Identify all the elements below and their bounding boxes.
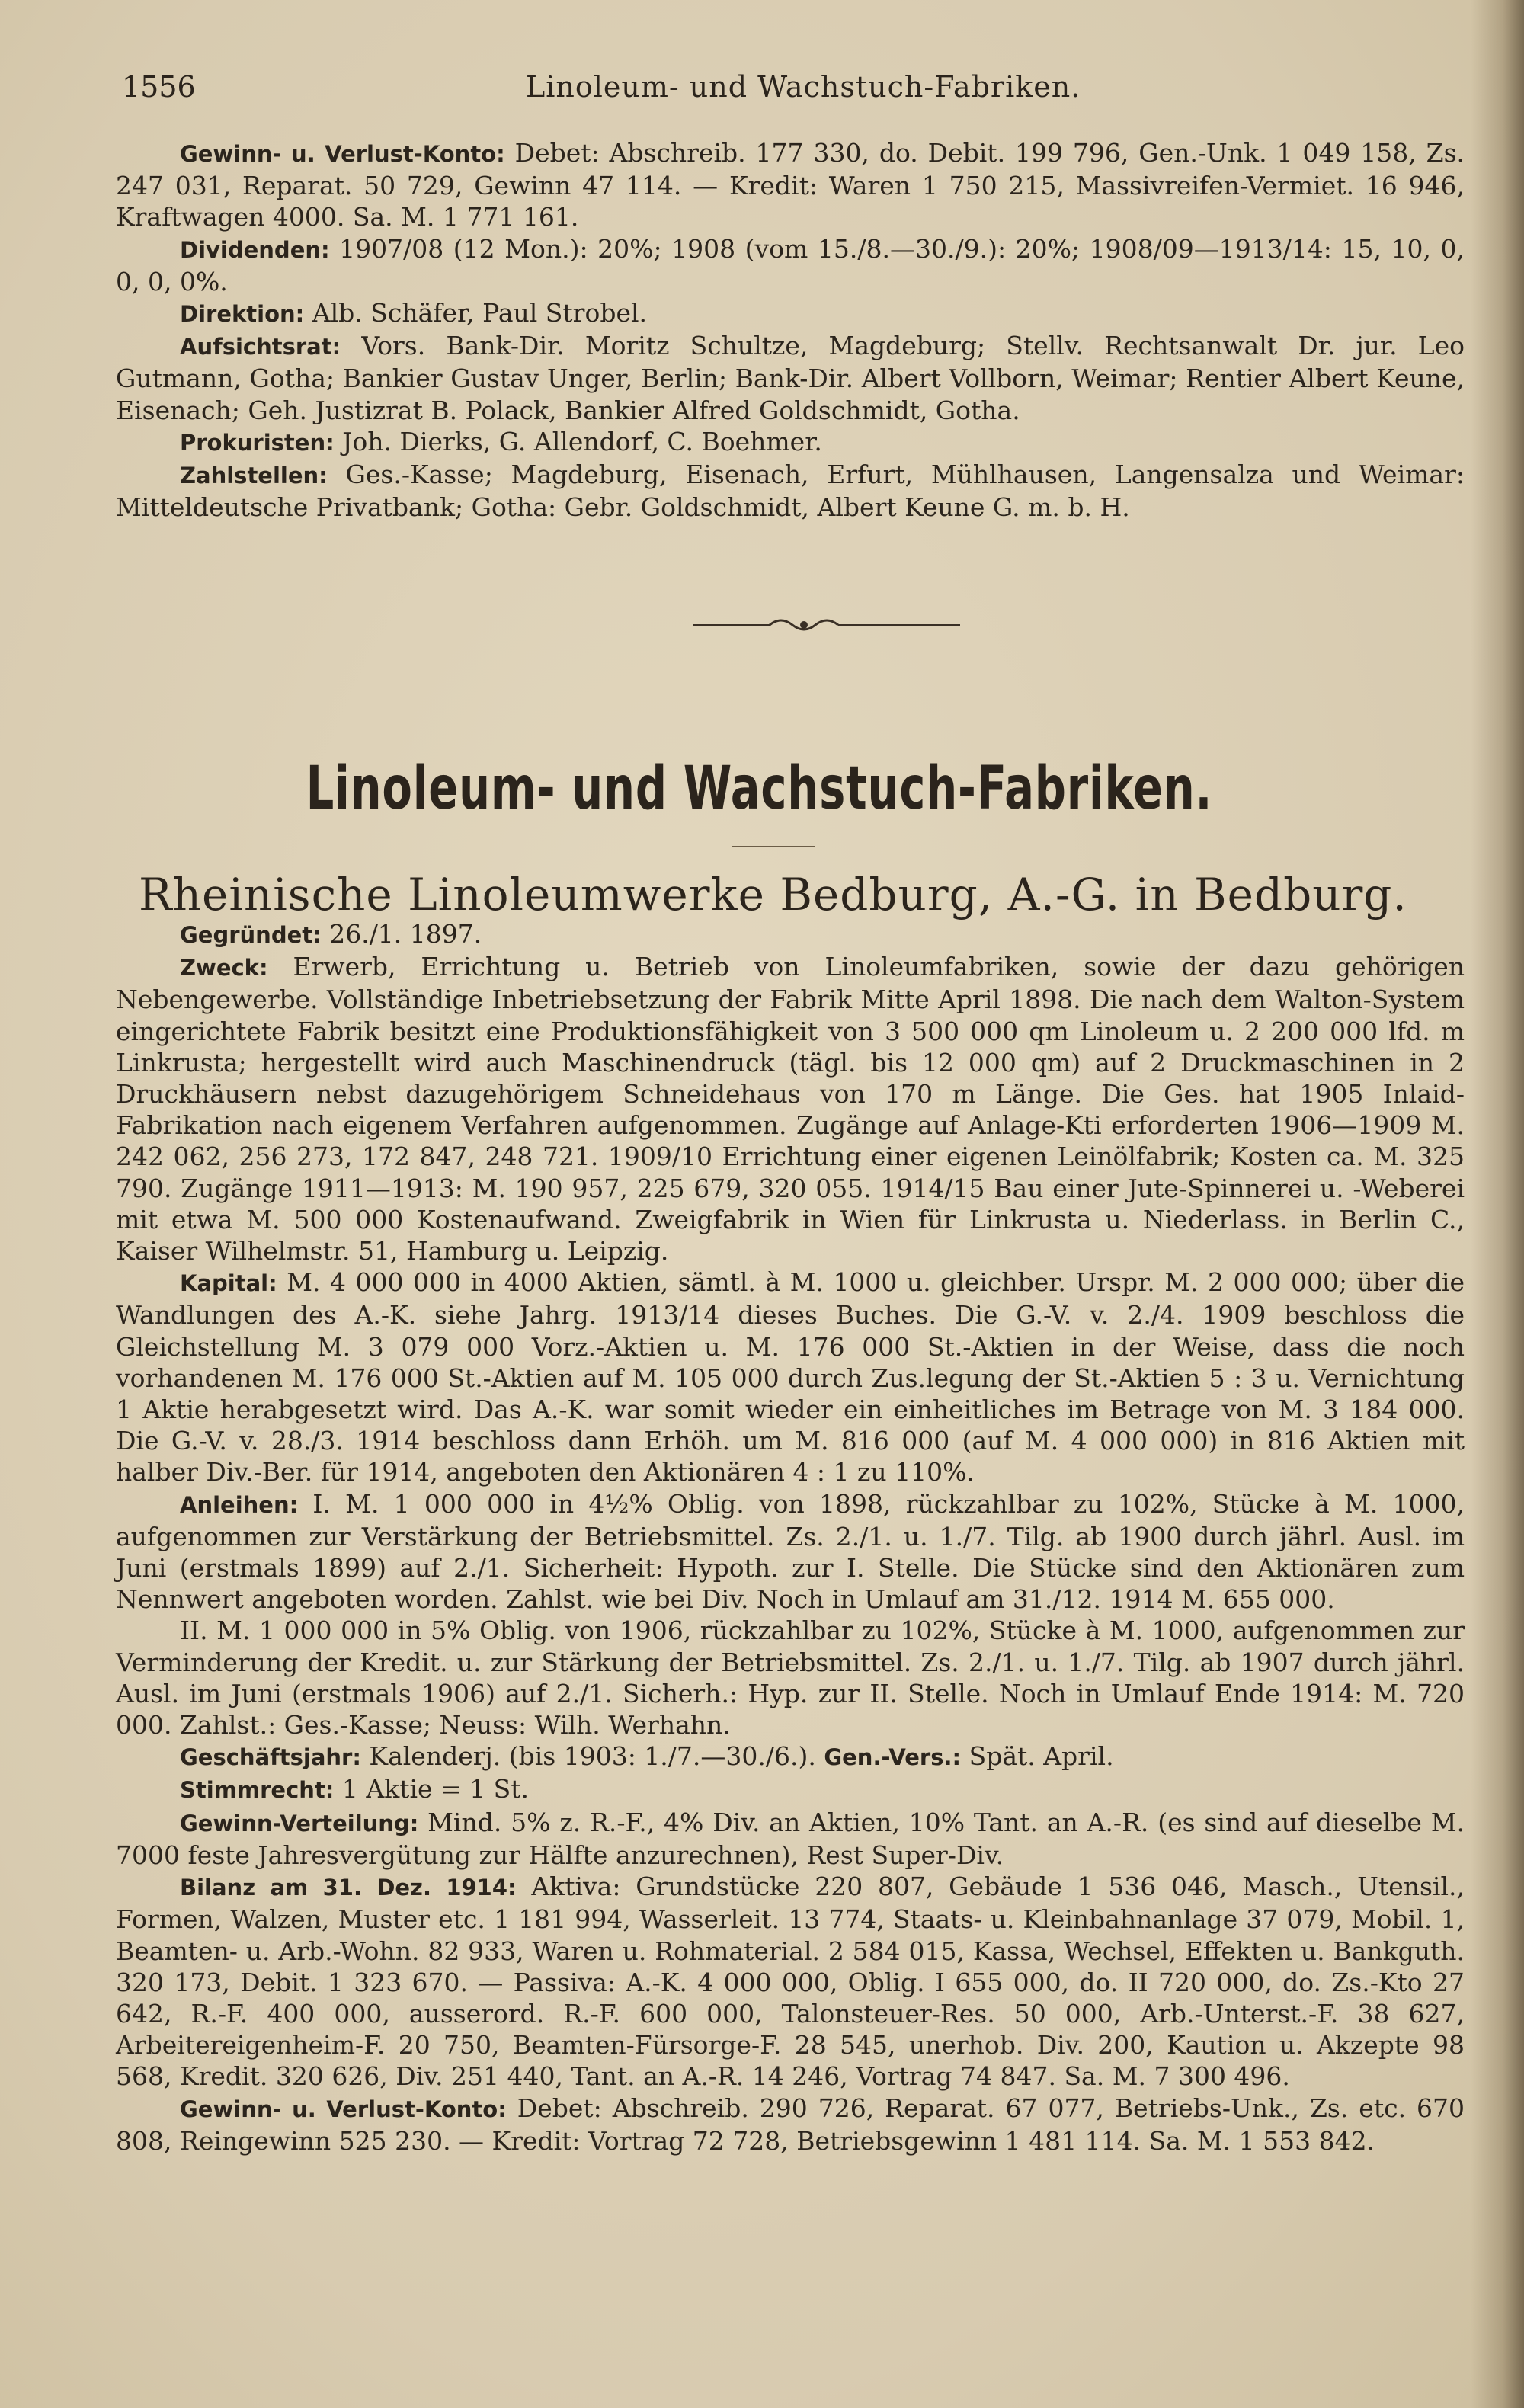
company-entry xyxy=(116,918,1465,2157)
entry-text: Debet: Abschreib. 177 330, do. Debit. 199 796, Gen.-Unk. 1 049 158, Zs. 247 031, Reparat. 50 729, Gewinn 47 114. — Kredit: Waren 1 750 215, Massivreifen-Vermiet. 16 946, Kraftwagen 4000. Sa. M. 1 771 161. xyxy=(116,138,1465,232)
entry-text: 1907/08 (12 Mon.): 20%; 1908 (vom 15./8.—30./9.): 20%; 1908/09—1913/14: 15, 10, 0, 0, 0, 0%. xyxy=(116,233,1465,296)
section-title: Linoleum- und Wachstuch-Fabriken. xyxy=(306,754,1213,823)
entry-gv-konto xyxy=(116,2093,1465,2157)
entry-label: Kapital: xyxy=(180,1270,277,1297)
entry-label: Zweck: xyxy=(180,955,268,981)
section-ornament-divider xyxy=(640,610,1006,640)
entry-label: Bilanz am 31. Dez. 1914: xyxy=(180,1875,517,1901)
entry-label: Geschäftsjahr: xyxy=(180,1744,361,1771)
entry-label: Gen.-Vers.: xyxy=(824,1744,962,1771)
prev-direktion xyxy=(116,297,1465,330)
page-number: 1556 xyxy=(122,70,196,104)
prev-prokuristen xyxy=(116,426,1465,459)
prev-gv-konto xyxy=(116,137,1465,233)
entry-text: M. 4 000 000 in 4000 Aktien, sämtl. à M. 1000 u. gleichber. Urspr. M. 2 000 000; über die Wandlungen des A.-K. siehe Jahrg. 1913/14 dieses Buches. Die G.-V. v. 2./4. 1909 beschloss die Gleichstellung M. 3 079 000 Vorz.-Aktien u. M. 176 000 St.-Aktien in der Weise, dass die noch vorhandenen M. 176 000 St.-Aktien auf M. 105 000 durch Zus.legung der St.-Aktien 5 : 3 u. Vernichtung 1 Aktie herabgesetzt wird. Das A.-K. war somit wieder ein einheitliches im Betrage von M. 3 184 000. Die G.-V. v. 28./3. 1914 beschloss dann Erhöh. um M. 816 000 (auf M. 4 000 000) in 816 Aktien mit halber Div.-Ber. für 1914, angeboten den Aktionären 4 : 1 zu 110%. xyxy=(116,1267,1465,1487)
entry-label: Anleihen: xyxy=(180,1491,299,1518)
entry-zweck xyxy=(116,951,1465,1266)
entry-label: Dividenden: xyxy=(180,236,330,263)
entry-text: Aktiva: Grundstücke 220 807, Gebäude 1 536 046, Masch., Utensil., Formen, Walzen, Muster etc. 1 181 994, Wasserleit. 13 774, Staats- u. Kleinbahnanlage 37 079, Mobil. 1, Beamten- u. Arb.-Wohn. 82 933, Waren u. Rohmaterial. 2 584 015, Kassa, Wechsel, Effekten u. Bankguth. 320 173, Debit. 1 323 670. — Passiva: A.-K. 4 000 000, Oblig. I 655 000, do. II 720 000, do. Zs.-Kto 27 642, R.-F. 400 000, ausserord. R.-F. 600 000, Talonsteuer-Res. 50 000, Arb.-Unterst.-F. 38 627, Arbeitereigenheim-F. 20 750, Beamten-Fürsorge-F. 28 545, unerhob. Div. 200, Kaution u. Akzepte 98 568, Kredit. 320 626, Div. 251 440, Tant. an A.-R. 14 246, Vortrag 74 847. Sa. M. 7 300 496. xyxy=(116,1872,1465,2092)
entry-text: I. M. 1 000 000 in 4½% Oblig. von 1898, rückzahlbar zu 102%, Stücke à M. 1000, aufgenommen zur Verstärkung der Betriebsmittel. Zs. 2./1. u. 1./7. Tilg. ab 1900 durch jährl. Ausl. im Juni (erstmals 1899) auf 2./1. Sicherheit: Hypoth. zur I. Stelle. Die Stücke sind den Aktionären zum Nennwert angeboten worden. Zahlst. wie bei Div. Noch in Umlauf am 31./12. 1914 M. 655 000. xyxy=(116,1488,1465,1615)
entry-label: Gewinn-Verteilung: xyxy=(180,1810,419,1836)
title-rule xyxy=(732,846,815,847)
entry-text: 26./1. 1897. xyxy=(321,919,482,949)
previous-company-tail xyxy=(116,137,1465,523)
entry-label: Gewinn- u. Verlust-Konto: xyxy=(180,2096,507,2122)
entry-label: Gewinn- u. Verlust-Konto: xyxy=(180,141,505,167)
running-title: Linoleum- und Wachstuch-Fabriken. xyxy=(526,70,1081,104)
entry-text: II. M. 1 000 000 in 5% Oblig. von 1906, rückzahlbar zu 102%, Stücke à M. 1000, aufgenommen zur Verminderung der Kredit. u. zur Stärkung der Betriebsmittel. Zs. 2./1. u. 1./7. Tilg. ab 1907 durch jährl. Ausl. im Juni (erstmals 1906) auf 2./1. Sicherh.: Hyp. zur II. Stelle. Noch in Umlauf Ende 1914: M. 720 000. Zahlst.: Ges.-Kasse; Neuss: Wilh. Werhahn. xyxy=(116,1615,1465,1740)
entry-label: Aufsichtsrat: xyxy=(180,334,341,360)
entry-text: Mind. 5% z. R.-F., 4% Div. an Aktien, 10% Tant. an A.-R. (es sind auf dieselbe M. 7000 feste Jahresvergütung zur Hälfte anzurechnen), Rest Super-Div. xyxy=(116,1807,1465,1870)
entry-anleihen-2 xyxy=(116,1615,1465,1740)
entry-label: Zahlstellen: xyxy=(180,463,328,489)
entry-text: 1 Aktie = 1 St. xyxy=(334,1774,530,1804)
entry-text: Erwerb, Errichtung u. Betrieb von Linoleumfabriken, sowie der dazu gehörigen Nebengewerbe. Vollständige Inbetriebsetzung der Fabrik Mitte April 1898. Die nach dem Walton-System eingerichtete Fabrik besitzt eine Produktionsfähigkeit von 3 500 000 qm Linoleum u. 2 200 000 lfd. m Linkrusta; hergestellt wird auch Maschinendruck (tägl. bis 12 000 qm) auf 2 Druckmaschinen in 2 Druckhäusern nebst dazugehörigem Schneidehaus von 170 m Länge. Die Ges. hat 1905 Inlaid-Fabrikation nach eigenem Verfahren aufgenommen. Zugänge auf Anlage-Kti erforderten 1906—1909 M. 242 062, 256 273, 172 847, 248 721. 1909/10 Errichtung einer eigenen Leinölfabrik; Kosten ca. M. 325 790. Zugänge 1911—1913: M. 190 957, 225 679, 320 055. 1914/15 Bau einer Jute-Spinnerei u. -Weberei mit etwa M. 500 000 Kostenaufwand. Zweigfabrik in Wien für Linkrusta u. Niederlass. in Berlin C., Kaiser Wilhelmstr. 51, Hamburg u. Leipzig. xyxy=(116,952,1465,1266)
entry-text: Alb. Schäfer, Paul Strobel. xyxy=(304,298,648,328)
entry-stimmrecht xyxy=(116,1773,1465,1806)
entry-text: Spät. April. xyxy=(961,1741,1114,1772)
entry-text: Debet: Abschreib. 290 726, Reparat. 67 077, Betriebs-Unk., Zs. etc. 670 808, Reingewinn 525 230. — Kredit: Vortrag 72 728, Betriebsgewinn 1 481 114. Sa. M. 1 553 842. xyxy=(116,2093,1465,2156)
entry-label: Gegründet: xyxy=(180,922,322,948)
entry-kapital xyxy=(116,1266,1465,1487)
entry-label: Direktion: xyxy=(180,301,305,328)
page-edge-shadow xyxy=(1471,0,1524,2408)
page-header xyxy=(122,70,1463,108)
prev-aufsichtsrat xyxy=(116,330,1465,426)
entry-label: Stimmrecht: xyxy=(180,1777,335,1804)
company-name: Rheinische Linoleumwerke Bedburg, A.-G. in Bedburg. xyxy=(139,869,1407,921)
entry-text: Vors. Bank-Dir. Moritz Schultze, Magdeburg; Stellv. Rechtsanwalt Dr. jur. Leo Gutmann, Gotha; Bankier Gustav Unger, Berlin; Bank-Dir. Albert Vollborn, Weimar; Rentier Albert Keune, Eisenach; Geh. Justizrat B. Polack, Bankier Alfred Goldschmidt, Gotha. xyxy=(116,331,1465,425)
entry-text: Joh. Dierks, G. Allendorf, C. Boehmer. xyxy=(334,426,822,456)
entry-bilanz xyxy=(116,1871,1465,2092)
entry-gewinn-verteilung xyxy=(116,1807,1465,1871)
prev-zahlstellen xyxy=(116,459,1465,523)
entry-anleihen-1 xyxy=(116,1488,1465,1615)
entry-label: Prokuristen: xyxy=(180,429,335,456)
entry-geschaeftsjahr xyxy=(116,1740,1465,1773)
entry-text: Kalenderj. (bis 1903: 1./7.—30./6.). xyxy=(360,1741,824,1772)
entry-gegruendet xyxy=(116,918,1465,951)
prev-dividenden xyxy=(116,233,1465,297)
entry-text: Ges.-Kasse; Magdeburg, Eisenach, Erfurt, Mühlhausen, Langensalza und Weimar: Mitteldeutsche Privatbank; Gotha: Gebr. Goldschmidt, Albert Keune G. m. b. H. xyxy=(116,460,1465,523)
